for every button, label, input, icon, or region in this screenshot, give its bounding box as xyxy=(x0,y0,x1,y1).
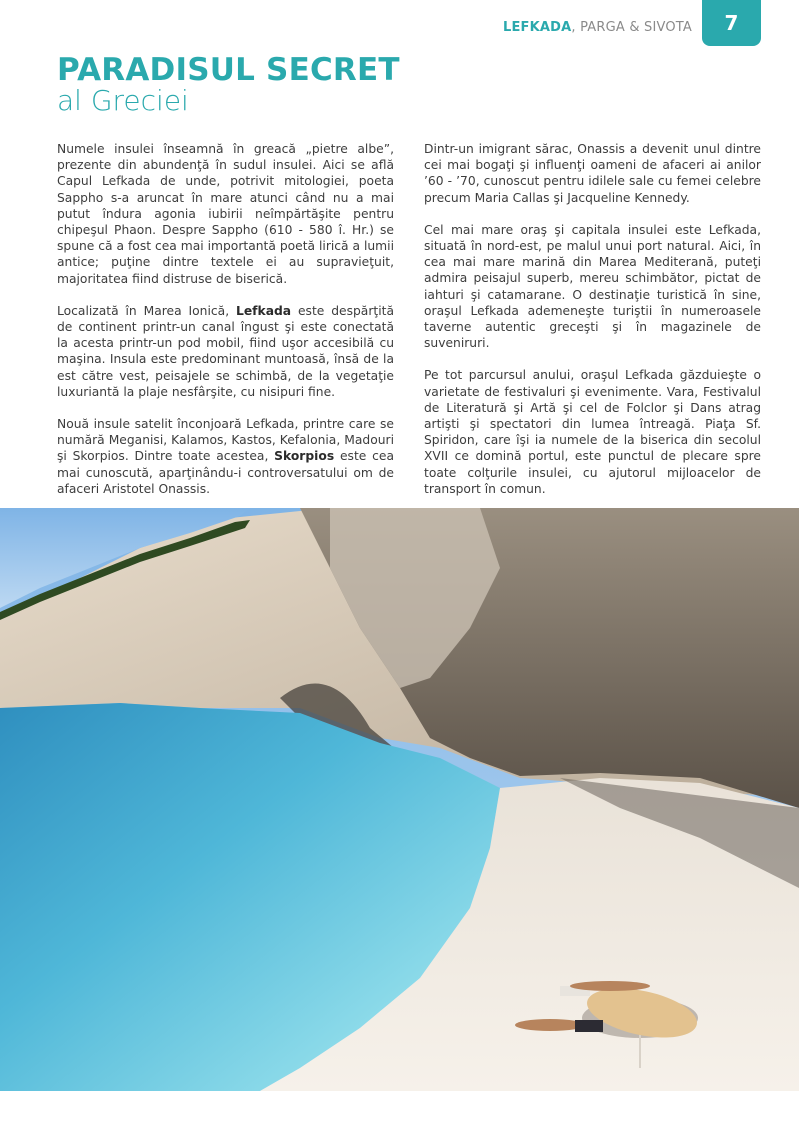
paragraph: Pe tot parcursul anului, oraşul Lefkada găzduieşte o varietate de festivaluri şi evenimente. Vara, Festivalul de Literatură şi Artă şi cel de Folclor şi Dans atrag artişti şi spectatori din lumea întreagă. Piaţa Sf. Spiridon, care îşi ia numele de la biserica din secolul XVII ce domină portul, este punctul de plecare spre toate colţurile insulei, cu ajutorul mijloacelor de transport în comun. xyxy=(424,368,761,496)
paragraph-text: este cea mai cunoscută, aparţinându-i controversatului om de afaceri Aristotel Onassis. xyxy=(57,449,394,496)
header-brand: LEFKADA xyxy=(502,20,572,35)
paragraph: Dintr-un imigrant sărac, Onassis a devenit unul dintre cei mai bogaţi şi influenţi oameni de afaceri ai anilor ’60 - ’70, cunoscut pentru idilele sale cu femei celebre precum Maria Callas şi Jacqueline Kennedy. xyxy=(424,142,761,205)
beach-photo xyxy=(0,508,799,1091)
page-title: PARADISUL SECRET xyxy=(57,52,400,88)
header-rest: , PARGA & SIVOTA xyxy=(571,20,692,35)
paragraph-text: Localizată în Marea Ionică, xyxy=(57,303,236,318)
paragraph xyxy=(57,416,394,497)
paragraph-text: Nouă insule satelit înconjoară Lefkada, printre care se numără Meganisi, Kalamos, Kastos, Kefalonia, Madouri şi Skorpios. Dintre toate acestea, xyxy=(57,417,394,464)
bold-term: Lefkada xyxy=(235,303,292,318)
page-subtitle: al Greciei xyxy=(57,84,189,117)
paragraph xyxy=(57,303,394,400)
paragraph: Cel mai mare oraş şi capitala insulei este Lefkada, situată în nord-est, pe malul unui port natural. Aici, în cea mai mare marină din Marea Mediterană, puteţi admira peisajul superb, mereu schimbător, pictat de iahturi şi catamarane. O destinaţie turistică în sine, oraşul Lefkada ademeneşte turiştii în numeroasele taverne autentic greceşti şi în magazinele de suveniruri. xyxy=(424,222,761,351)
left-column xyxy=(57,141,394,513)
paragraph: Numele insulei înseamnă în greacă „pietre albe”, prezente din abundenţă în sudul insulei. Aici se află Capul Lefkada de unde, potrivit mitologiei, poeta Sappho s-a aruncat în mare atunci când nu a mai putut îndura agonia iubirii neîmpărtăşite pentru chipeşul Phaon. Despre Sappho (610 - 580 î. Hr.) se spune că a fost cea mai importantă poetă lirică a lumii antice; puţine dintre textele ei au supravieţuit, majoritatea fiind distruse de biserică. xyxy=(57,142,394,286)
page-number-badge xyxy=(702,0,761,46)
paragraph-text: este despărţită de continent printr-un canal îngust şi este conectată la acesta printr-un pod mobil, fiind uşor accesibilă cu maşina. Insula este predominant muntoasă, însă de la est către vest, peisajele se schimbă, de la vegetaţie luxuriantă la plaje nesfârşite, cu nisipuri fine. xyxy=(57,303,394,399)
bold-term: Skorpios xyxy=(274,449,335,464)
page-number: 7 xyxy=(724,11,739,35)
right-column xyxy=(424,141,761,513)
running-header xyxy=(503,20,692,35)
